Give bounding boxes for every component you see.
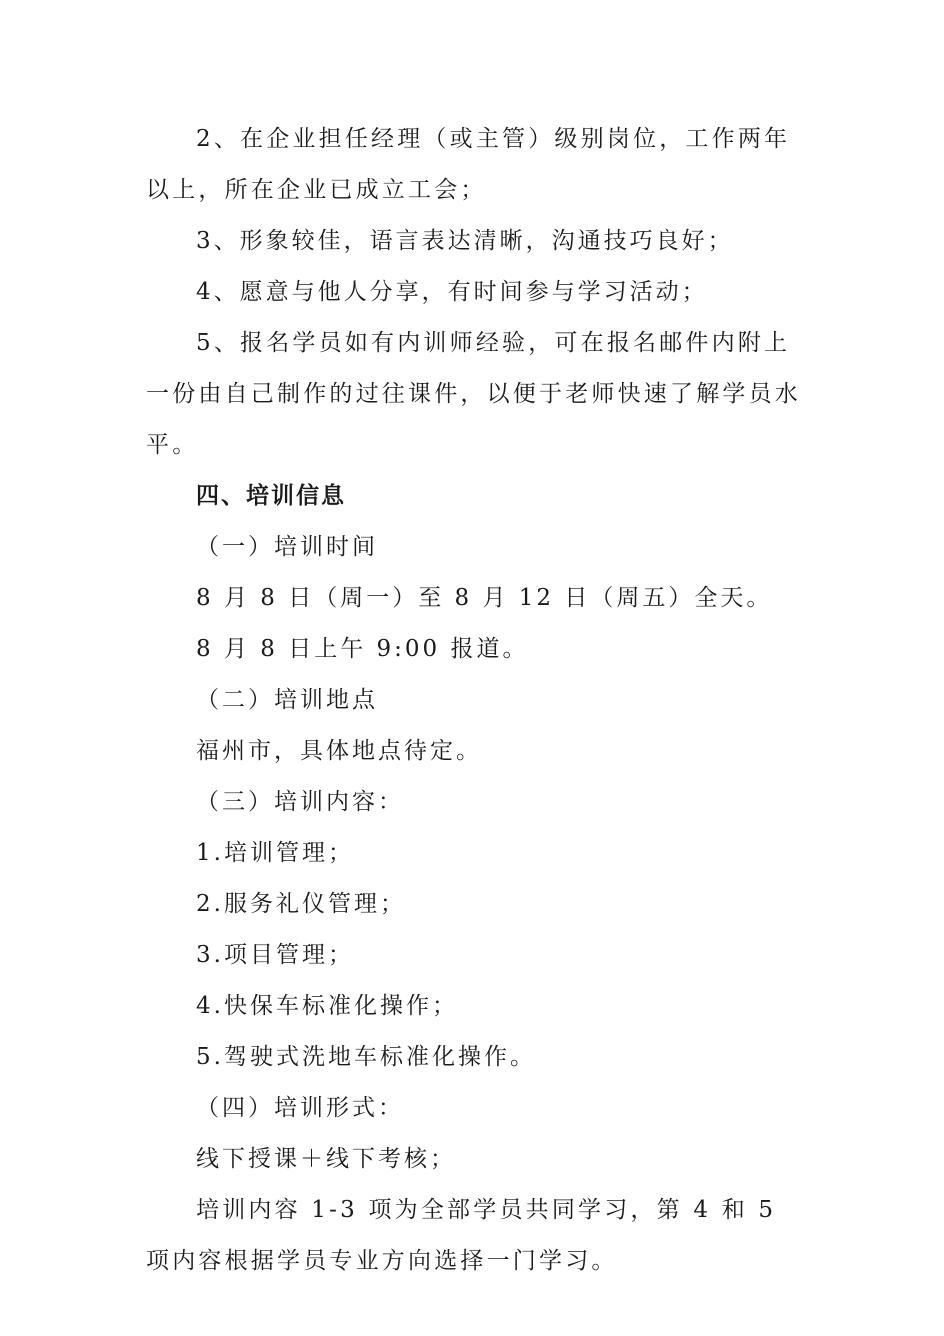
training-place: 福州市，具体地点待定。 [196, 738, 482, 764]
content-item: 2.服务礼仪管理； [196, 891, 406, 917]
subheading-training-place: （二）培训地点 [196, 687, 378, 713]
requirement-5: 5、报名学员如有内训师经验，可在报名邮件内附上一份由自己制作的过往课件，以便于老师快速了解学员水平。 [146, 330, 801, 458]
content-item: 3.项目管理； [196, 942, 354, 968]
subheading-training-time: （一）培训时间 [196, 534, 378, 560]
document-body [146, 114, 806, 1287]
requirement-4: 4、愿意与他人分享，有时间参与学习活动； [196, 279, 708, 305]
section-heading-training-info: 四、培训信息 [196, 483, 346, 509]
training-form-mode: 线下授课＋线下考核； [196, 1146, 456, 1172]
training-form-note: 培训内容 1-3 项为全部学员共同学习，第 4 和 5 项内容根据学员专业方向选择一门学习。 [146, 1197, 777, 1274]
content-item: 1.培训管理； [196, 840, 354, 866]
training-time-dates: 8 月 8 日（周一）至 8 月 12 日（周五）全天。 [196, 585, 773, 611]
content-item: 5.驾驶式洗地车标准化操作。 [196, 1044, 536, 1070]
content-item: 4.快保车标准化操作； [196, 993, 458, 1019]
training-time-checkin: 8 月 8 日上午 9:00 报道。 [196, 636, 529, 662]
requirement-3: 3、形象较佳，语言表达清晰，沟通技巧良好； [196, 228, 734, 254]
subheading-training-content: （三）培训内容： [196, 789, 404, 815]
requirement-2: 2、在企业担任经理（或主管）级别岗位，工作两年以上，所在企业已成立工会； [146, 126, 791, 203]
subheading-training-form: （四）培训形式： [196, 1095, 404, 1121]
